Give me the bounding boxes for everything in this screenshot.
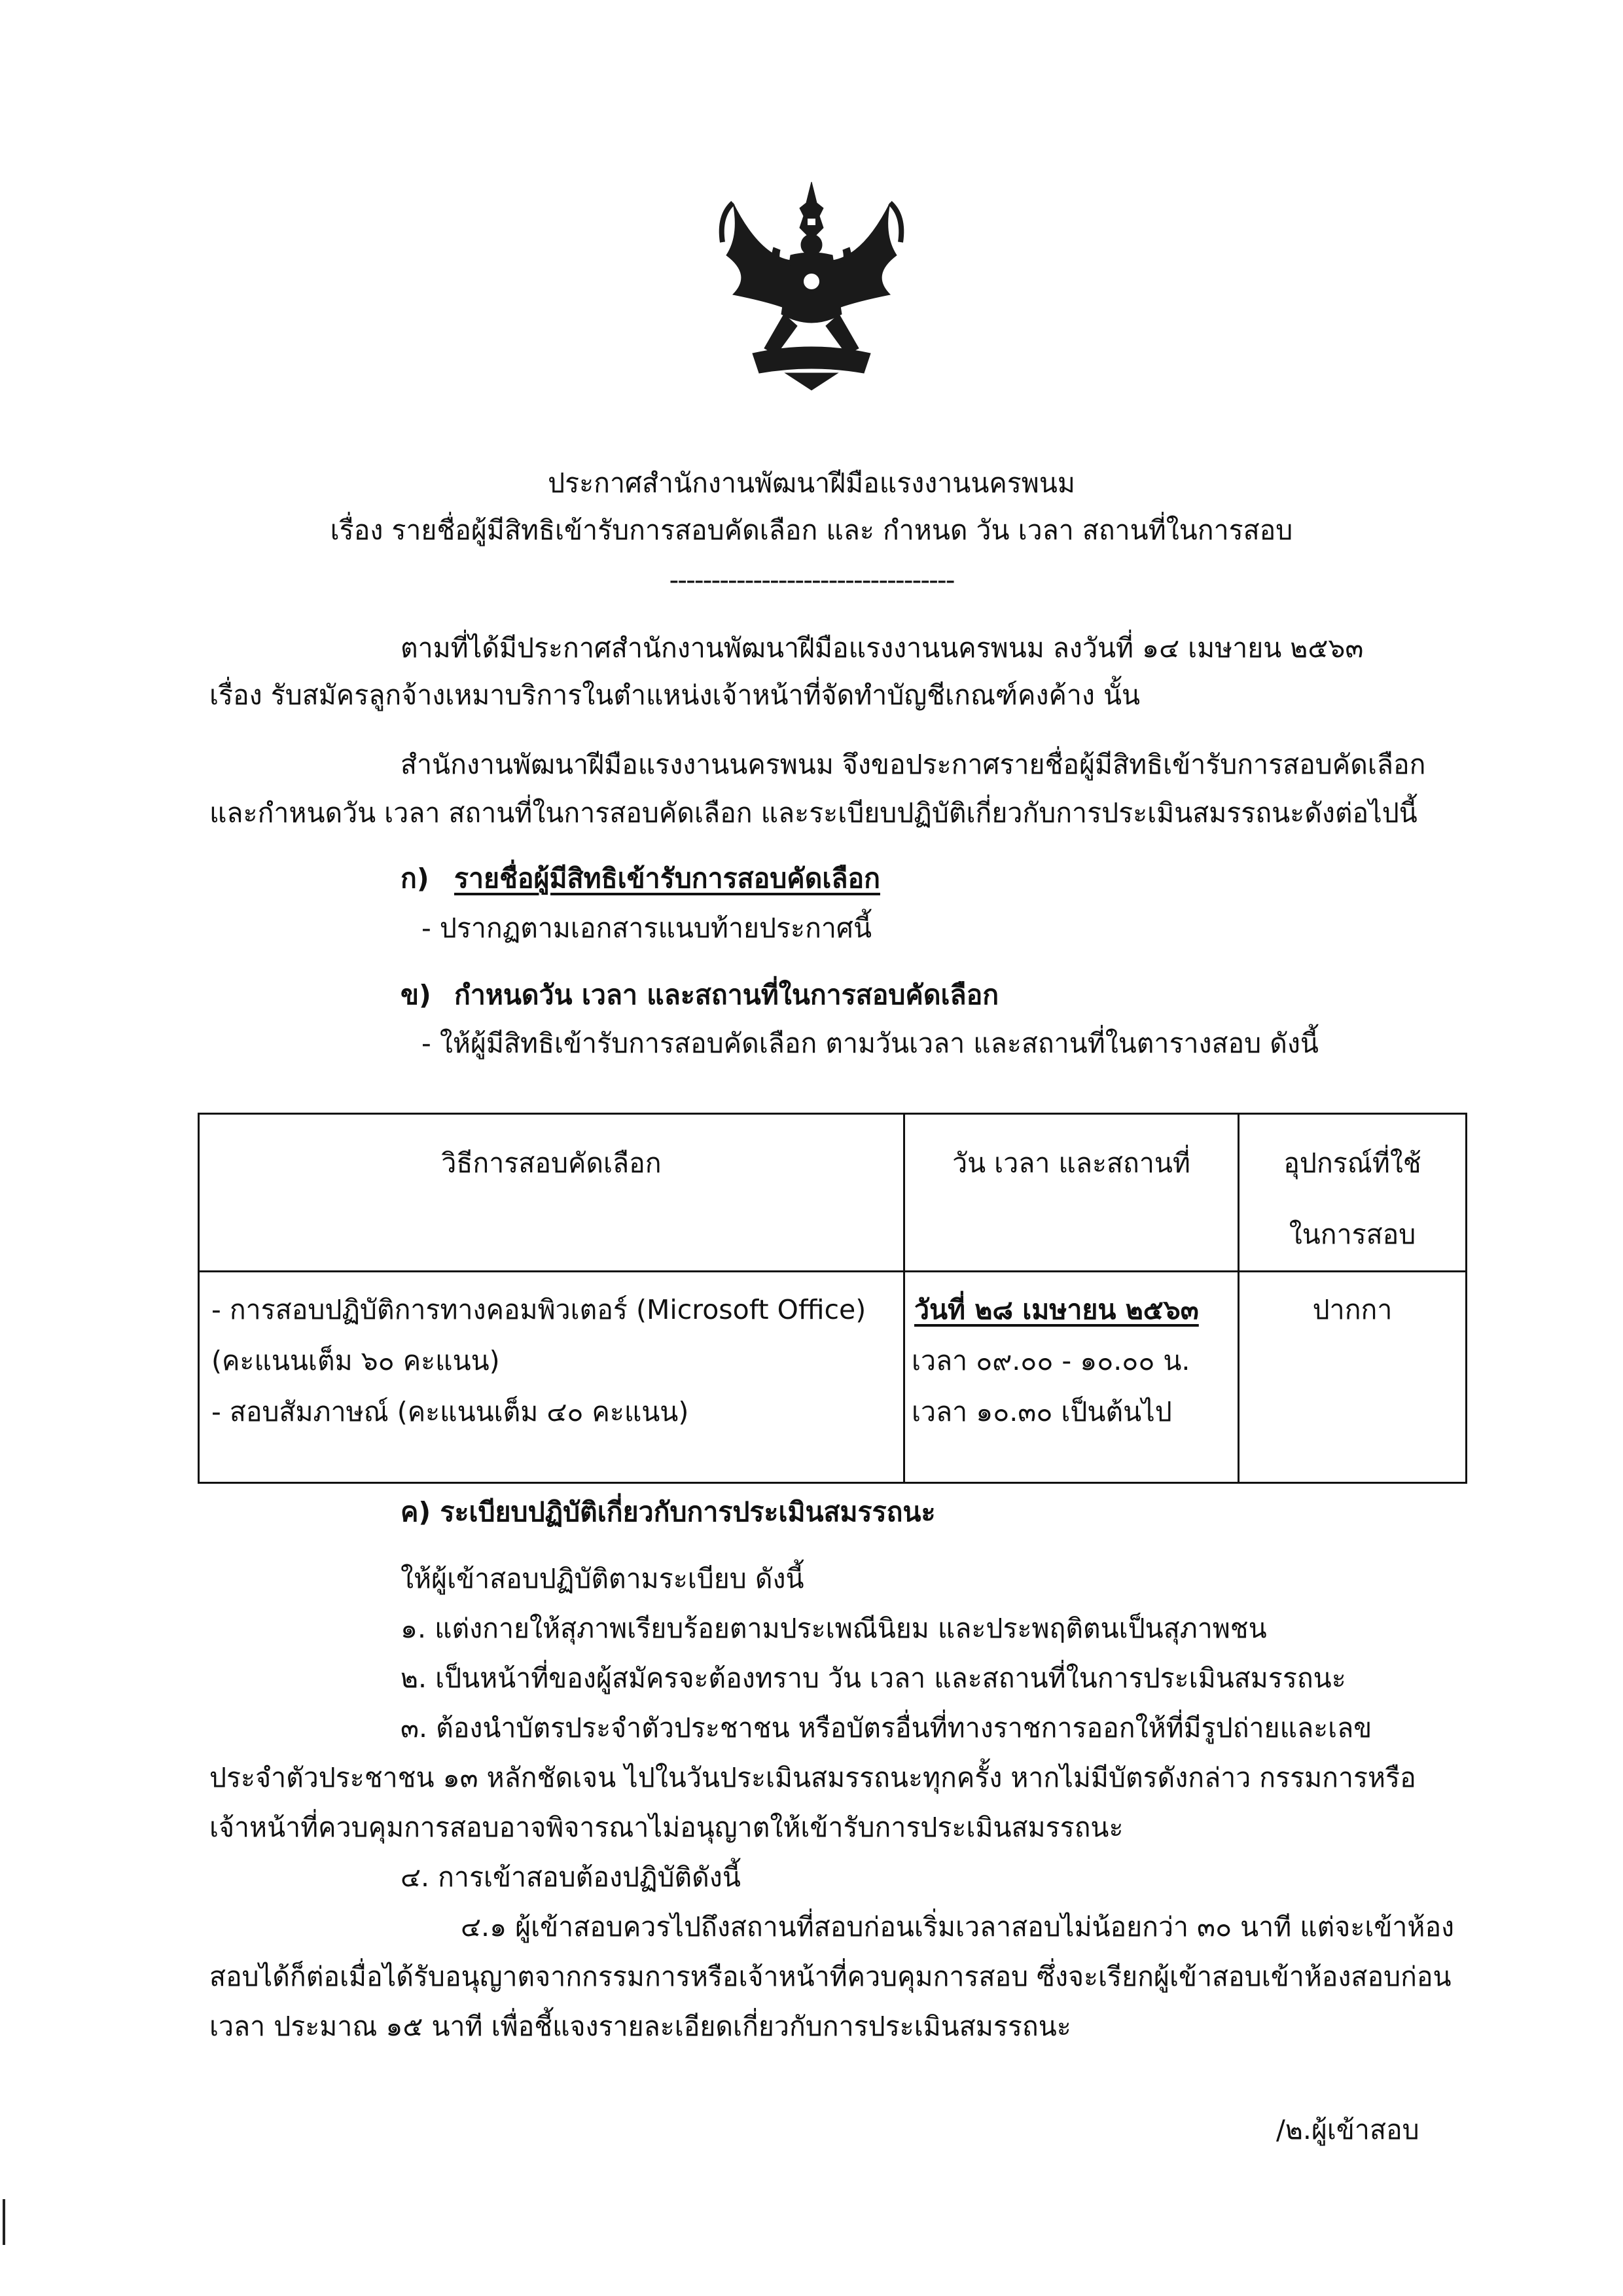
method-interview: - สอบสัมภาษณ์ (คะแนนเต็ม ๔๐ คะแนน) (211, 1396, 689, 1427)
header-date-time-place: วัน เวลา และสถานที่ (904, 1114, 1239, 1272)
rule-4: ๔. การเข้าสอบต้องปฏิบัติดังนี้ (401, 1861, 741, 1893)
page-continuation: /๒.ผู้เข้าสอบ (1276, 2114, 1419, 2145)
intro-paragraph-2-line-2: และกำหนดวัน เวลา สถานที่ในการสอบคัดเลือก และระเบียบปฏิบัติเกี่ยวกับการประเมินสมรรถนะดังต่อไปนี้ (209, 797, 1418, 829)
method-computer-score: (คะแนนเต็ม ๖๐ คะแนน) (211, 1345, 500, 1376)
header-method: วิธีการสอบคัดเลือก (199, 1114, 904, 1272)
rule-4-1-line-2: สอบได้ก็ต่อเมื่อได้รับอนุญาตจากกรรมการหรือเจ้าหน้าที่ควบคุมการสอบ ซึ่งจะเรียกผู้เข้าสอบเข้าห้องสอบก่อน (209, 1961, 1452, 1992)
section-c-heading: ค) ระเบียบปฏิบัติเกี่ยวกับการประเมินสมรรถนะ (401, 1496, 936, 1528)
rule-4-1-line-1: ๔.๑ ผู้เข้าสอบควรไปถึงสถานที่สอบก่อนเริ่มเวลาสอบไม่น้อยกว่า ๓๐ นาที แต่จะเข้าห้อง (461, 1911, 1455, 1943)
section-b-item: - ให้ผู้มีสิทธิเข้ารับการสอบคัดเลือก ตามวันเวลา และสถานที่ในตารางสอบ ดังนี้ (421, 1028, 1319, 1059)
section-c-intro: ให้ผู้เข้าสอบปฏิบัติตามระเบียบ ดังนี้ (401, 1563, 804, 1594)
exam-time-2: เวลา ๑๐.๓๐ เป็นต้นไป (912, 1396, 1172, 1427)
exam-equipment: ปากกา (1312, 1294, 1393, 1325)
cell-equipment (1239, 1272, 1467, 1483)
rule-3-line-3: เจ้าหน้าที่ควบคุมการสอบอาจพิจารณาไม่อนุญาตให้เข้ารับการประเมินสมรรถนะ (209, 1812, 1124, 1843)
scan-edge-mark (3, 2199, 5, 2245)
rule-1: ๑. แต่งกายให้สุภาพเรียบร้อยตามประเพณีนิยม และประพฤติตนเป็นสุภาพชน (401, 1613, 1267, 1644)
rule-3-line-1: ๓. ต้องนำบัตรประจำตัวประชาชน หรือบัตรอื่นที่ทางราชการออกให้ที่มีรูปถ่ายและเลข (401, 1712, 1372, 1744)
rule-3-line-2: ประจำตัวประชาชน ๑๓ หลักชัดเจน ไปในวันประเมินสมรรถนะทุกครั้ง หากไม่มีบัตรดังกล่าว กรรมการหรือ (209, 1762, 1416, 1793)
exam-schedule-table (198, 1113, 1467, 1484)
section-b-marker: ข) (401, 979, 431, 1011)
garuda-emblem-icon (713, 177, 910, 393)
intro-paragraph-1-line-1: ตามที่ได้มีประกาศสำนักงานพัฒนาฝีมือแรงงานนครพนม ลงวันที่ ๑๔ เมษายน ๒๕๖๓ (401, 632, 1364, 664)
table-header-row (199, 1114, 1467, 1272)
cell-date-time (904, 1272, 1239, 1483)
document-title: ประกาศสำนักงานพัฒนาฝีมือแรงงานนครพนม (548, 467, 1075, 499)
method-computer-practical: - การสอบปฏิบัติการทางคอมพิวเตอร์ (Microsoft Office) (211, 1294, 866, 1325)
intro-paragraph-1-line-2: เรื่อง รับสมัครลูกจ้างเหมาบริการในตำแหน่งเจ้าหน้าที่จัดทำบัญชีเกณฑ์คงค้าง นั้น (209, 679, 1141, 711)
exam-time-1: เวลา ๐๙.๐๐ - ๑๐.๐๐ น. (912, 1345, 1190, 1376)
rule-2: ๒. เป็นหน้าที่ของผู้สมัครจะต้องทราบ วัน เวลา และสถานที่ในการประเมินสมรรถนะ (401, 1662, 1346, 1694)
exam-date: วันที่ ๒๘ เมษายน ๒๕๖๓ (914, 1294, 1199, 1325)
cell-exam-method (199, 1272, 904, 1483)
section-b-heading: กำหนดวัน เวลา และสถานที่ในการสอบคัดเลือก (454, 979, 999, 1011)
rule-4-1-line-3: เวลา ประมาณ ๑๕ นาที เพื่อชี้แจงรายละเอียดเกี่ยวกับการประเมินสมรรถนะ (209, 2011, 1071, 2042)
section-a-heading: รายชื่อผู้มีสิทธิเข้ารับการสอบคัดเลือก (454, 863, 880, 894)
header-equipment: อุปกรณ์ที่ใช้ ในการสอบ (1239, 1114, 1467, 1272)
title-divider: ---------------------------------- (669, 564, 954, 596)
document-subject: เรื่อง รายชื่อผู้มีสิทธิเข้ารับการสอบคัดเลือก และ กำหนด วัน เวลา สถานที่ในการสอบ (330, 514, 1293, 546)
section-a-marker: ก) (401, 863, 429, 894)
intro-paragraph-2-line-1: สำนักงานพัฒนาฝีมือแรงงานนครพนม จึงขอประกาศรายชื่อผู้มีสิทธิเข้ารับการสอบคัดเลือก (401, 749, 1426, 780)
section-a-item: - ปรากฏตามเอกสารแนบท้ายประกาศนี้ (421, 912, 872, 944)
table-row (199, 1272, 1467, 1483)
